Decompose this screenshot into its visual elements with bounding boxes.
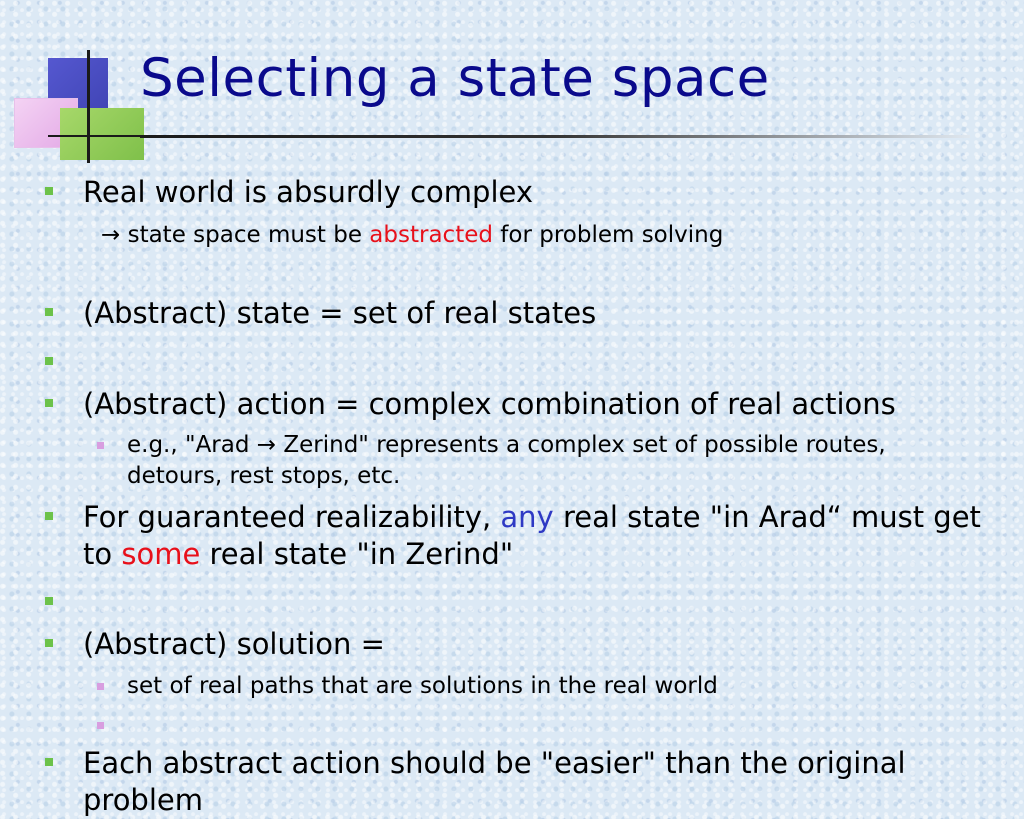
sub-bullet-text: set of real paths that are solutions in the real world — [127, 673, 718, 699]
emphasis-any: any — [500, 500, 554, 534]
sub-bullet-square-icon — [97, 683, 104, 690]
bullet-square-icon — [45, 639, 53, 647]
sub-bullet-text-prefix: → state space must be — [101, 222, 370, 248]
bullet-square-icon — [45, 399, 53, 407]
sub-bullet-text — [127, 430, 972, 492]
bullet-square-icon — [45, 597, 53, 605]
bullet-text: Each abstract action should be "easier" than the original problem — [83, 746, 906, 817]
sub-bullet-abstracted — [101, 220, 723, 251]
emphasis-abstracted: abstracted — [369, 222, 493, 248]
emphasis-some: some — [121, 537, 201, 571]
sub-bullet-text-suffix: for problem solving — [492, 222, 724, 248]
bullet-text: (Abstract) state = set of real states — [83, 296, 597, 330]
bullet-text: (Abstract) solution = — [83, 627, 385, 661]
sub-bullet-square-icon — [97, 442, 104, 449]
bullet-square-icon — [45, 308, 53, 316]
bullet-square-icon — [45, 187, 53, 195]
sub-bullet-square-icon — [97, 722, 104, 729]
bullet-text — [83, 499, 983, 573]
bullet-square-icon — [45, 758, 53, 766]
bullet-square-icon — [45, 357, 53, 365]
bullet-text: (Abstract) action = complex combination of real actions — [83, 387, 896, 421]
realizability-part3: real state "in Zerind" — [200, 537, 514, 571]
realizability-part2: real state "in Arad“ must get to — [83, 500, 981, 571]
bullet-text: Real world is absurdly complex — [83, 175, 534, 209]
slide-title: Selecting a state space — [140, 48, 770, 109]
example-prefix: e.g., "Arad — [127, 432, 257, 458]
realizability-part1: For guaranteed realizability, — [83, 500, 501, 534]
arrow-icon: → — [256, 432, 277, 458]
example-suffix: Zerind" represents a complex set of possible routes, detours, rest stops, etc. — [127, 432, 886, 489]
bullet-square-icon — [45, 512, 53, 520]
